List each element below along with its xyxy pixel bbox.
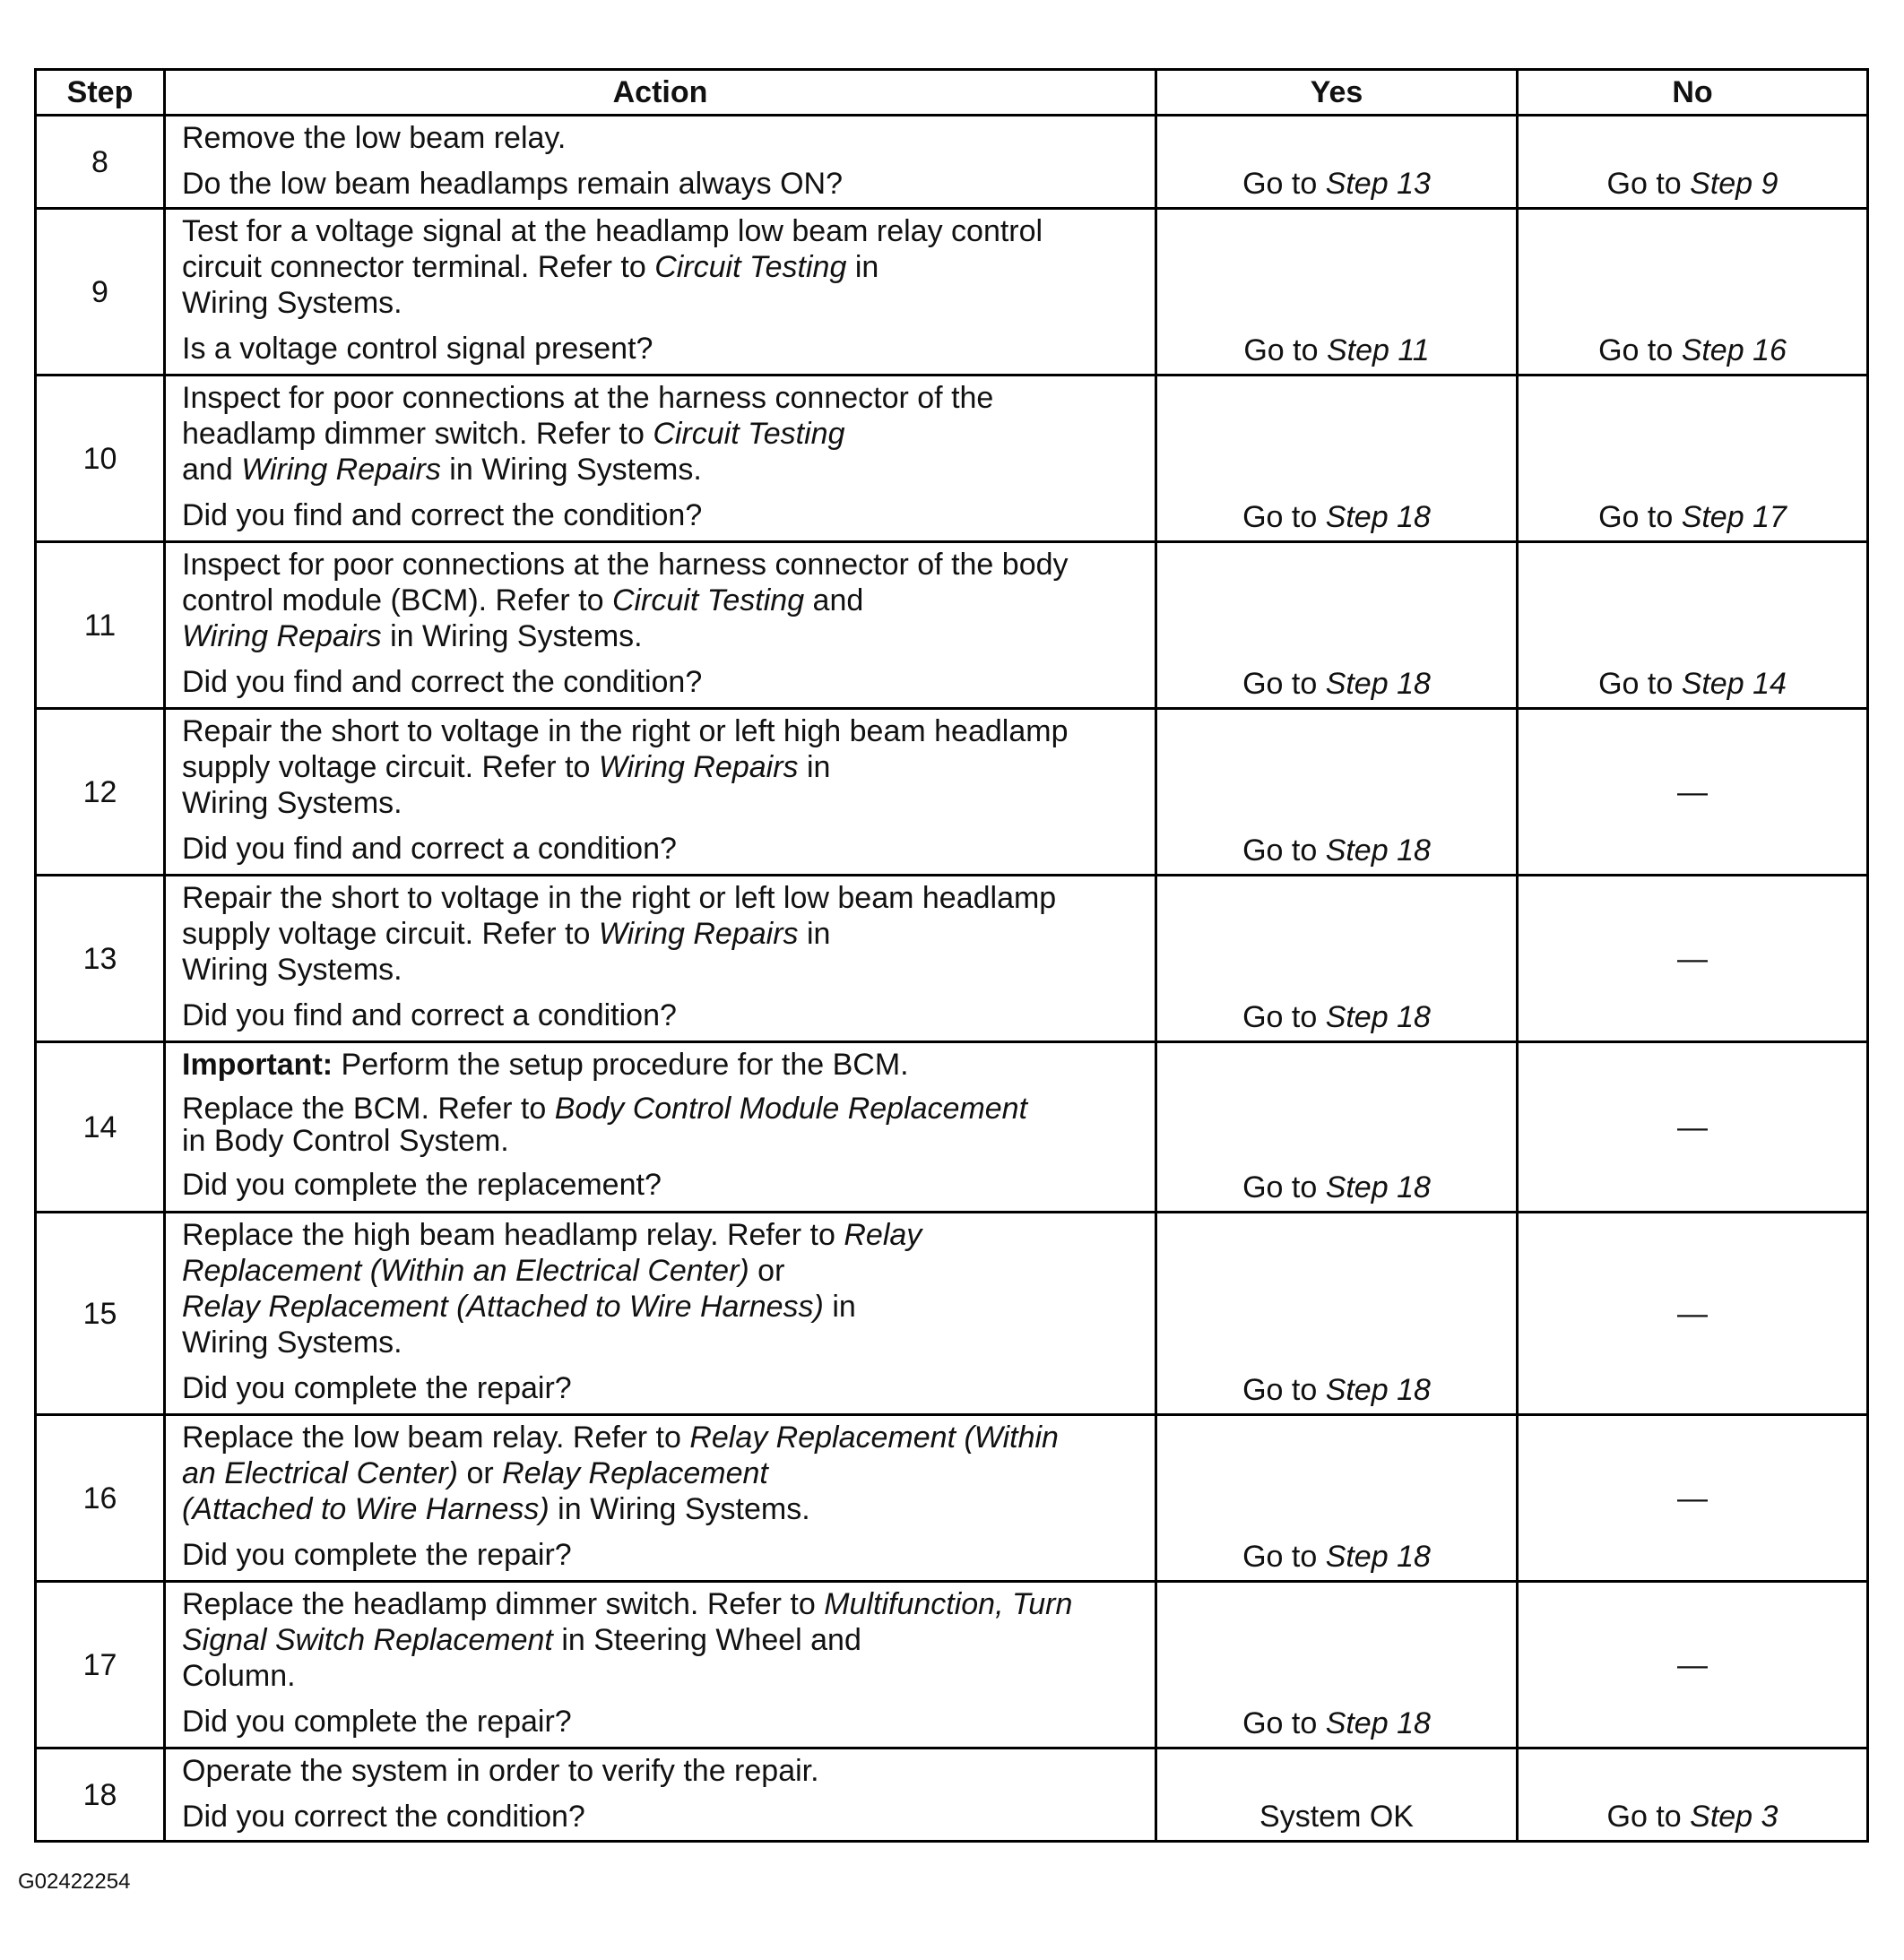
reference-link: (Attached to Wire Harness) [182, 1492, 550, 1526]
action-question: Did you find and correct a condition? [182, 998, 677, 1032]
step-number: 9 [36, 209, 165, 376]
reference-link: Wiring Repairs [598, 917, 799, 951]
action-question: Did you complete the repair? [182, 1538, 572, 1572]
yes-step-ref: Step 18 [1325, 1540, 1431, 1574]
table-row [36, 876, 1868, 1042]
action-text: Inspect for poor connections at the harness connector of the headlamp dimmer switch. Refer to Circuit Testing and Wiring Repairs in Wiring Systems. [182, 381, 994, 487]
step-number: 18 [36, 1748, 165, 1842]
no-cell: — [1518, 1582, 1868, 1748]
no-cell: — [1518, 1415, 1868, 1582]
yes-step-ref: Step 13 [1325, 167, 1431, 201]
yes-cell [1156, 1042, 1518, 1213]
action-text: Repair the short to voltage in the right or left high beam headlamp supply voltage circuit. Refer to Wiring Repairs in Wiring Systems. [182, 714, 1069, 820]
no-cell: — [1518, 709, 1868, 876]
yes-cell [1156, 116, 1518, 209]
action-question: Did you complete the repair? [182, 1371, 572, 1405]
no-cell [1518, 376, 1868, 542]
step-number: 14 [36, 1042, 165, 1213]
step-number: 13 [36, 876, 165, 1042]
reference-link: Relay Replacement (Within [689, 1420, 1059, 1455]
yes-prefix: Go to [1242, 1706, 1326, 1740]
action-question: Did you find and correct the condition? [182, 498, 703, 532]
important-note: Important: Perform the setup procedure for the BCM. [182, 1048, 909, 1082]
action-cell [165, 1748, 1156, 1842]
reference-link: Replacement (Within an Electrical Center) [182, 1254, 749, 1288]
no-prefix: Go to [1598, 667, 1682, 701]
action-question: Do the low beam headlamps remain always ON? [182, 167, 844, 201]
reference-link: Relay Replacement (Attached to Wire Harness) [182, 1290, 824, 1324]
yes-prefix: Go to [1242, 667, 1326, 701]
action-question: Did you find and correct a condition? [182, 832, 677, 866]
table-row [36, 1582, 1868, 1748]
action-question: Did you complete the repair? [182, 1705, 572, 1739]
yes-step-ref: Step 18 [1325, 1706, 1431, 1740]
yes-cell [1156, 709, 1518, 876]
yes-prefix: Go to [1242, 833, 1326, 868]
yes-cell [1156, 542, 1518, 709]
reference-link: Circuit Testing [654, 250, 847, 284]
yes-cell [1156, 209, 1518, 376]
action-text: Inspect for poor connections at the harness connector of the body control module (BCM). Refer to Circuit Testing and Wiring Repairs in Wiring Systems. [182, 548, 1069, 653]
table-row [36, 1042, 1868, 1213]
no-prefix: Go to [1606, 167, 1691, 201]
yes-prefix: Go to [1242, 167, 1326, 201]
no-cell [1518, 116, 1868, 209]
yes-step-ref: Step 18 [1325, 1170, 1431, 1204]
table-row [36, 1748, 1868, 1842]
header-action: Action [165, 70, 1156, 116]
no-step-ref: Step 9 [1690, 167, 1779, 201]
figure-id: G02422254 [18, 1869, 131, 1894]
action-cell [165, 709, 1156, 876]
yes-prefix: Go to [1242, 500, 1326, 534]
action-text: Replace the BCM. Refer to Body Control Module Replacement in Body Control System. [182, 1092, 1028, 1158]
step-number: 8 [36, 116, 165, 209]
action-cell [165, 1213, 1156, 1415]
yes-prefix: Go to [1242, 1000, 1326, 1034]
table-row [36, 1213, 1868, 1415]
reference-link: Body Control Module Replacement [554, 1092, 1028, 1126]
action-text: Replace the low beam relay. Refer to Relay Replacement (Within an Electrical Center) or Relay Replacement (Attached to Wire Harness) in Wiring Systems. [182, 1420, 1059, 1526]
yes-prefix: Go to [1242, 1373, 1326, 1407]
table-row [36, 709, 1868, 876]
no-step-ref: Step 14 [1681, 667, 1787, 701]
table-row [36, 116, 1868, 209]
step-number: 17 [36, 1582, 165, 1748]
yes-cell [1156, 1415, 1518, 1582]
action-cell [165, 116, 1156, 209]
header-yes: Yes [1156, 70, 1518, 116]
table-row [36, 209, 1868, 376]
important-label: Important: [182, 1048, 333, 1082]
no-prefix: Go to [1606, 1800, 1691, 1834]
no-step-ref: Step 17 [1681, 500, 1787, 534]
yes-step-ref: Step 11 [1326, 333, 1430, 367]
action-cell [165, 1582, 1156, 1748]
action-cell [165, 1042, 1156, 1213]
yes-step-ref: Step 18 [1325, 1000, 1431, 1034]
reference-link: an Electrical Center) [182, 1456, 459, 1490]
diagnostic-table [34, 68, 1869, 1843]
yes-prefix: Go to [1242, 1540, 1326, 1574]
action-text: Operate the system in order to verify the repair. [182, 1754, 819, 1788]
reference-link: Multifunction, Turn [824, 1587, 1073, 1621]
action-text: Repair the short to voltage in the right or left low beam headlamp supply voltage circuit. Refer to Wiring Repairs in Wiring Systems. [182, 881, 1057, 987]
reference-link: Wiring Repairs [598, 750, 799, 784]
action-text: Test for a voltage signal at the headlamp low beam relay control circuit connector terminal. Refer to Circuit Testing in Wiring Systems. [182, 214, 1043, 320]
yes-cell [1156, 876, 1518, 1042]
no-cell [1518, 1748, 1868, 1842]
table-row [36, 1415, 1868, 1582]
action-cell [165, 209, 1156, 376]
step-number: 16 [36, 1415, 165, 1582]
action-question: Did you correct the condition? [182, 1800, 585, 1834]
action-text: Replace the high beam headlamp relay. Refer to Relay Replacement (Within an Electrical Center) or Relay Replacement (Attached to Wire Harness) in Wiring Systems. [182, 1218, 922, 1360]
no-cell [1518, 542, 1868, 709]
action-cell [165, 876, 1156, 1042]
table-row [36, 542, 1868, 709]
reference-link: Wiring Repairs [241, 453, 441, 487]
no-prefix: Go to [1598, 333, 1682, 367]
step-number: 11 [36, 542, 165, 709]
action-text: Remove the low beam relay. [182, 121, 567, 155]
step-number: 12 [36, 709, 165, 876]
action-text: Replace the headlamp dimmer switch. Refer to Multifunction, Turn Signal Switch Replacement in Steering Wheel and Column. [182, 1587, 1073, 1693]
no-cell: — [1518, 1042, 1868, 1213]
yes-cell [1156, 1582, 1518, 1748]
no-prefix: Go to [1598, 500, 1682, 534]
reference-link: Circuit Testing [611, 583, 805, 617]
no-step-ref: Step 16 [1681, 333, 1787, 367]
reference-link: Relay Replacement [502, 1456, 768, 1490]
action-question: Did you complete the replacement? [182, 1168, 662, 1202]
header-row [36, 70, 1868, 116]
no-cell: — [1518, 1213, 1868, 1415]
header-no: No [1518, 70, 1868, 116]
action-cell [165, 376, 1156, 542]
no-cell: — [1518, 876, 1868, 1042]
reference-link: Signal Switch Replacement [182, 1623, 553, 1657]
header-step: Step [36, 70, 165, 116]
reference-link: Circuit Testing [653, 417, 845, 451]
yes-cell [1156, 1213, 1518, 1415]
no-step-ref: Step 3 [1690, 1800, 1779, 1834]
yes-step-ref: Step 18 [1325, 833, 1431, 868]
yes-step-ref: Step 18 [1325, 667, 1431, 701]
yes-cell: System OK [1156, 1748, 1518, 1842]
yes-step-ref: Step 18 [1325, 500, 1431, 534]
action-cell [165, 1415, 1156, 1582]
step-number: 15 [36, 1213, 165, 1415]
action-question: Is a voltage control signal present? [182, 332, 653, 366]
yes-prefix: Go to [1242, 1170, 1326, 1204]
yes-prefix: Go to [1243, 333, 1327, 367]
action-cell [165, 542, 1156, 709]
reference-link: Relay [844, 1218, 922, 1252]
no-cell [1518, 209, 1868, 376]
step-number: 10 [36, 376, 165, 542]
yes-cell [1156, 376, 1518, 542]
reference-link: Wiring Repairs [182, 619, 382, 653]
table-row [36, 376, 1868, 542]
yes-step-ref: Step 18 [1325, 1373, 1431, 1407]
action-question: Did you find and correct the condition? [182, 665, 703, 699]
